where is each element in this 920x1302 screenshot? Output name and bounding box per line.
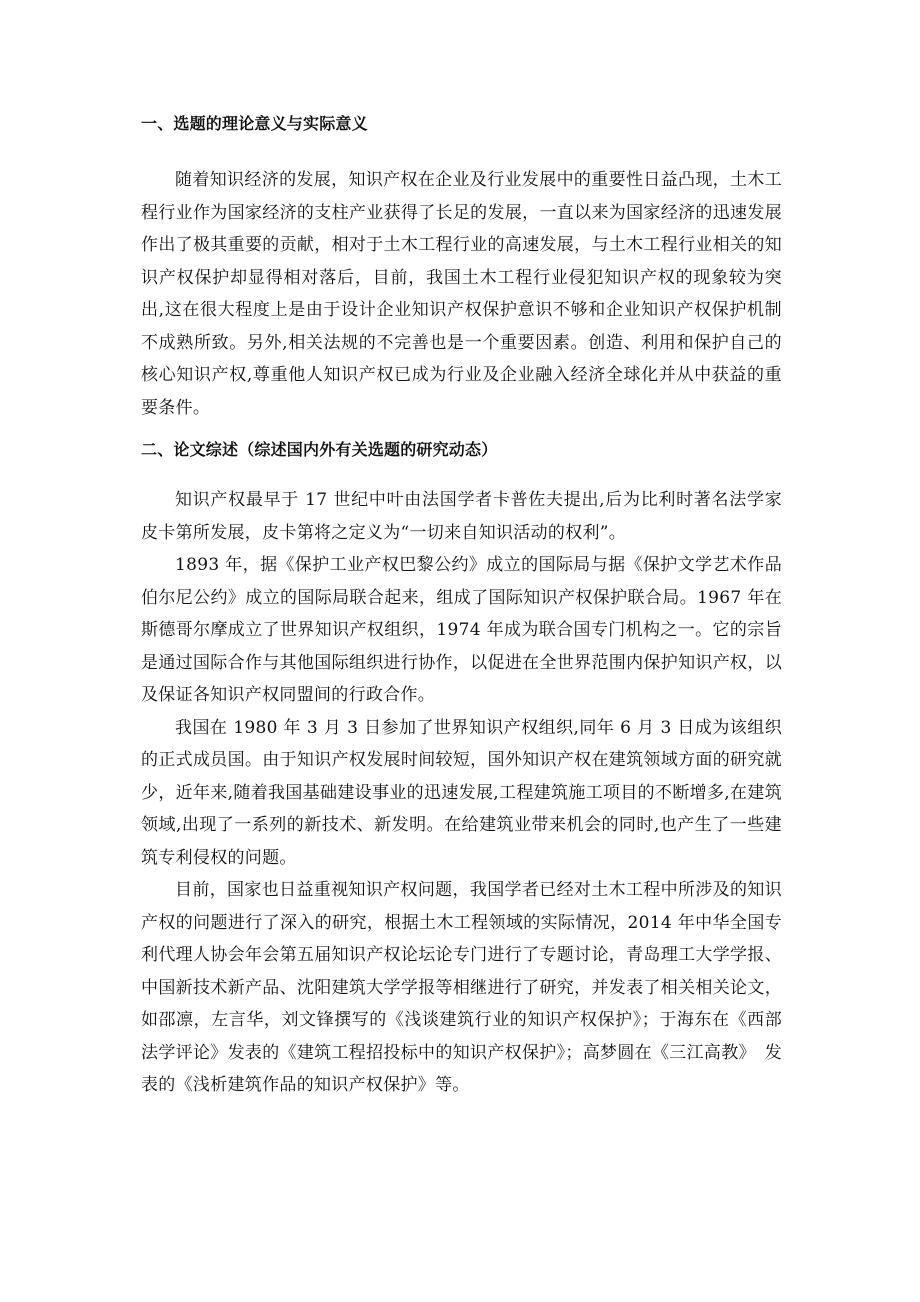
section-2-paragraph-3: 我国在 1980 年 3 月 3 日参加了世界知识产权组织,同年 6 月 3 日成为该组织的正式成员国。由于知识产权发展时间较短，国外知识产权在建筑领域方面的研究就少，近年来,随着我国基础建设事业的迅速发展,工程建筑施工项目的不断增多,在建筑领域,出现了一系列的新技术、新发明。在给建筑业带来机会的同时,也产生了一些建筑专利侵权的问题。: [141, 717, 782, 868]
section-2-paragraph-4: 目前，国家也日益重视知识产权问题，我国学者已经对土木工程中所涉及的知识产权的问题进行了深入的研究，根据土木工程领域的实际情况，2014 年中华全国专利代理人协会年会第五届知识产权论坛论专门进行了专题讨论，青岛理工大学学报、中国新技术新产品、沈阳建筑大学学报等相继进行了研究，并发表了相关相关论文，如邵凛，左言华，刘文锋撰写的《浅谈建筑行业的知识产权保护》；于海东在《西部法学评论》发表的《建筑工程招投标中的知识产权保护》；高梦圆在《三江高教》 发表的《浅析建筑作品的知识产权保护》等。: [141, 880, 782, 1095]
spacer: [141, 466, 782, 484]
spacer: [141, 424, 782, 434]
section-2-heading: 二、论文综述（综述国内外有关选题的研究动态）: [141, 440, 498, 459]
section-1-heading: 一、选题的理论意义与实际意义: [141, 114, 368, 133]
section-1-paragraph-1: 随着知识经济的发展，知识产权在企业及行业发展中的重要性日益凸现，土木工程行业作为国家经济的支柱产业获得了长足的发展，一直以来为国家经济的迅速发展作出了极其重要的贡献，相对于土木工程行业的高速发展，与土木工程行业相关的知识产权保护却显得相对落后，目前，我国土木工程行业侵犯知识产权的现象较为突出,这在很大程度上是由于设计企业知识产权保护意识不够和企业知识产权保护机制不成熟所致。另外,相关法规的不完善也是一个重要因素。创造、利用和保护自己的核心知识产权,尊重他人知识产权已成为行业及企业融入经济全球化并从中获益的重要条件。: [141, 170, 782, 418]
spacer: [141, 140, 782, 164]
section-2-paragraph-2: 1893 年，据《保护工业产权巴黎公约》成立的国际局与据《保护文学艺术作品伯尔尼公约》成立的国际局联合起来，组成了国际知识产权保护联合局。1967 年在斯德哥尔摩成立了世界知识产权组织，1974 年成为联合国专门机构之一。它的宗旨是通过国际合作与其他国际组织进行协作，以促进在全世界范围内保护知识产权，以及保证各知识产权同盟间的行政合作。: [141, 555, 782, 705]
section-2-paragraph-1: 知识产权最早于 17 世纪中叶由法国学者卡普佐夫提出,后为比利时著名法学家皮卡第所发展，皮卡第将之定义为“一切来自知识活动的权利”。: [141, 490, 782, 543]
document-body: [141, 108, 782, 1102]
